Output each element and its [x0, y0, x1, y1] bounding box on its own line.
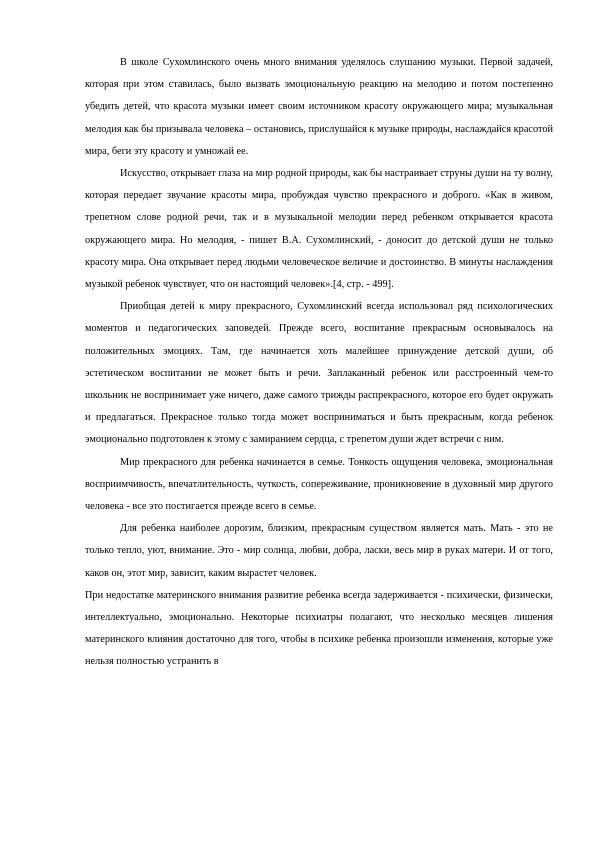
- paragraph-maternal-attention: При недостатке материнского внимания развитие ребенка всегда задерживается - психически, физически, интеллектуально, эмоционально. Некоторые психиатры полагают, что несколько месяцев лишения материнского влияния достаточно для того, чтобы в психике ребенка произошли изменения, которые уже нельзя полностью устранить в: [85, 589, 553, 668]
- paragraph-beauty-begins-in-family: Мир прекрасного для ребенка начинается в семье. Тонкость ощущения человека, эмоциональная восприимчивость, впечатлительность, чуткость, сопереживание, проникновение в духовный мир другого человека - все это постигается прежде всего в семье.: [85, 456, 553, 513]
- document-page: [85, 52, 553, 674]
- paragraph-introducing-beauty: Приобщая детей к миру прекрасного, Сухомлинский всегда использовал ряд психологических моментов и педагогических заповедей. Прежде всего, воспитание прекрасным основывалось на положительных эмоциях. Там, где начинается хоть малейшее принуждение детской души, об эстетическом воспитании не может быть и речи. Заплаканный ребенок или расстроенный чем-то школьник не воспринимает уже ничего, даже самого трижды распрекрасного, которое его будет окружать и предлагаться. Прекрасное только тогда может восприниматься и быть прекрасным, когда ребенок эмоционально подготовлен к этому с замиранием сердца, с трепетом души ждет встречи с ним.: [85, 301, 553, 446]
- paragraph-art-opens-eyes: Искусство, открывает глаза на мир родной природы, как бы настраивает струны души на ту волну, которая передает звучание красоты мира, пробуждая чувство прекрасного и доброго. «Как в живом, трепетном слове родной речи, так и в музыкальной мелодии перед ребенком открывается красота окружающего мира. Но мелодия, - пишет В.А. Сухомлинский, - доносит до детской души не только красоту мира. Она открывает перед людьми человеческое величие и достоинство. В минуты наслаждения музыкой ребенок чувствует, что он настоящий человек».[4, стр. - 499].: [85, 168, 553, 291]
- paragraph-music-listening: В школе Сухомлинского очень много внимания уделялось слушанию музыки. Первой задачей, которая при этом ставилась, было вызвать эмоциональную реакцию на мелодию и потом постепенно убедить детей, что красота музыки имеет своим источником красоту окружающего мира; музыкальная мелодия как бы призывала человека – остановись, прислушайся к музыке природы, наслаждайся красотой мира, беги эту красоту и умножай ее.: [85, 57, 553, 157]
- paragraph-mother: Для ребенка наиболее дорогим, близким, прекрасным существом является мать. Мать - это не только тепло, уют, внимание. Это - мир солнца, любви, добра, ласки, весь мир в руках матери. И от того, каков он, этот мир, зависит, каким вырастет человек.: [85, 523, 553, 579]
